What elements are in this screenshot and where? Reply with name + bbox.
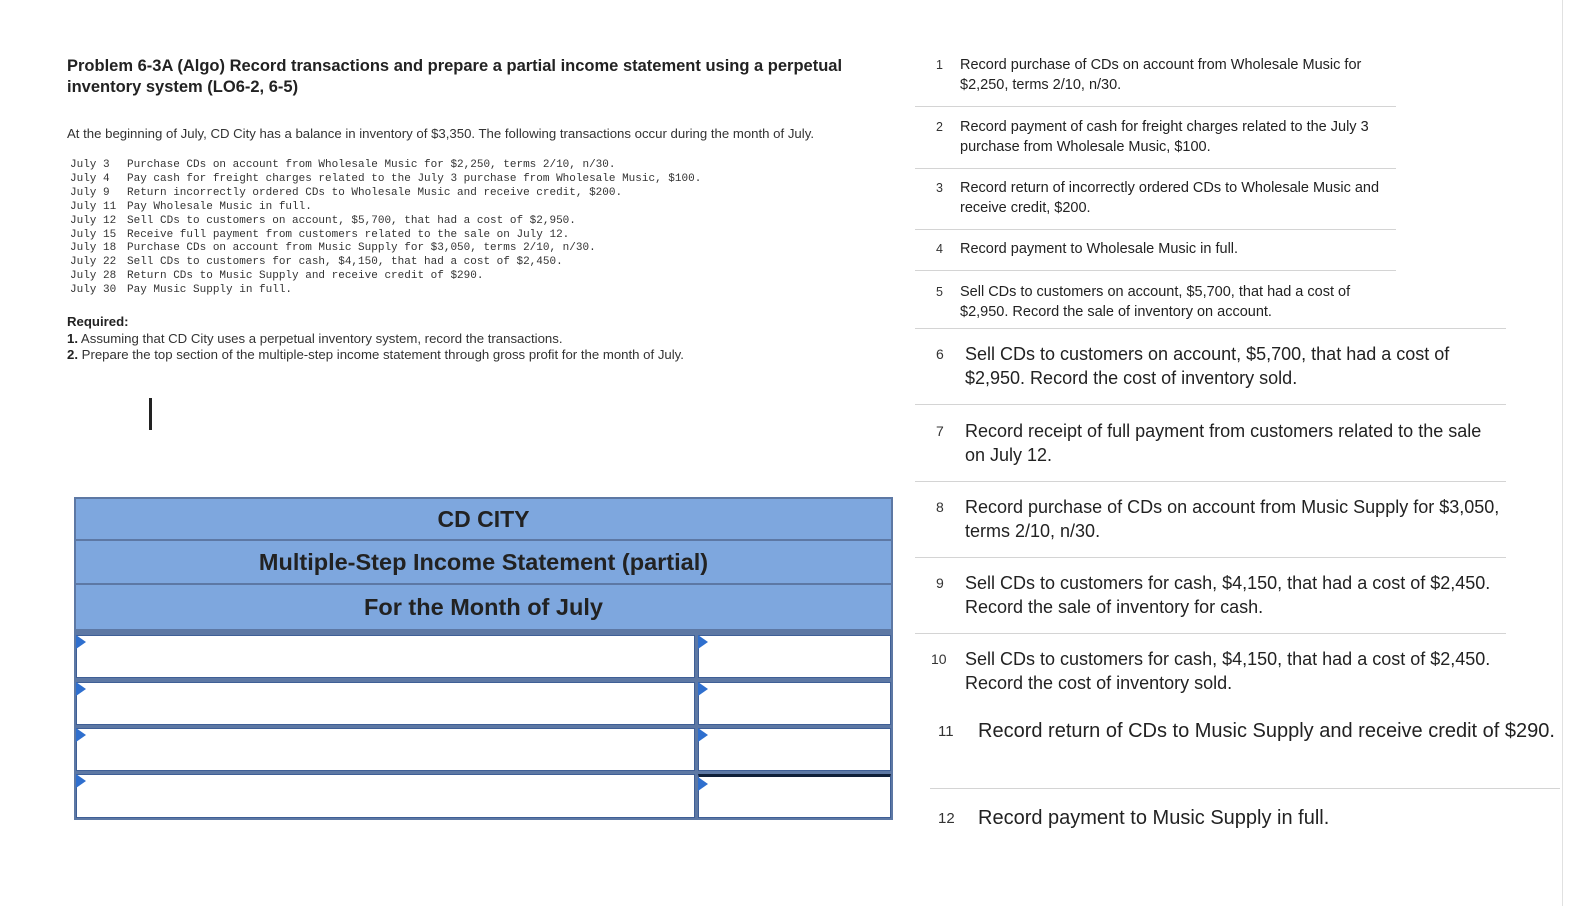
- transaction-date: July 22: [70, 256, 117, 269]
- transaction-date: July 9: [70, 186, 110, 199]
- statement-row-amount-input[interactable]: [698, 682, 891, 725]
- transaction-text: Sell CDs to customers for cash, $4,150, that had a cost of $2,450.: [127, 256, 563, 269]
- transaction-row: [70, 284, 910, 298]
- task-text: Record receipt of full payment from customers related to the sale on July 12.: [965, 421, 1482, 465]
- requirement-number: 2.: [67, 347, 78, 362]
- task-text: Record return of CDs to Music Supply and receive credit of $290.: [978, 720, 1555, 742]
- transaction-text: Pay Wholesale Music in full.: [127, 200, 312, 213]
- task-text: Sell CDs to customers for cash, $4,150, that had a cost of $2,450. Record the sale of inventory for cash.: [965, 573, 1491, 617]
- problem-title: Problem 6-3A (Algo) Record transactions and prepare a partial income statement using a perpetual inventory system (LO6-2, 6-5): [67, 57, 843, 96]
- transaction-text: Receive full payment from customers related to the sale on July 12.: [127, 228, 570, 241]
- panel-edge-divider: [1562, 0, 1563, 906]
- statement-row-label-input[interactable]: [76, 635, 695, 678]
- transaction-date: July 28: [70, 270, 117, 283]
- dropdown-arrow-icon: [76, 635, 86, 649]
- task-divider: [915, 404, 1506, 405]
- dropdown-arrow-icon: [698, 635, 708, 649]
- transaction-date: July 3: [70, 159, 110, 171]
- transaction-list: [70, 159, 910, 298]
- requirement-item: [67, 347, 917, 364]
- transaction-text: Purchase CDs on account from Wholesale Music for $2,250, terms 2/10, n/30.: [127, 159, 616, 171]
- task-number: 9: [936, 575, 944, 591]
- task-number: 12: [938, 810, 955, 827]
- text-cursor: [149, 398, 152, 430]
- problem-intro: At the beginning of July, CD City has a balance in inventory of $3,350. The following transactions occur during the month of July.: [67, 126, 814, 141]
- statement-title: Multiple-Step Income Statement (partial): [76, 541, 891, 583]
- dropdown-arrow-icon: [698, 682, 708, 696]
- statement-row-amount-input[interactable]: [698, 728, 891, 771]
- task-text: Record return of incorrectly ordered CDs to Wholesale Music and receive credit, $200.: [960, 180, 1380, 216]
- statement-row-label-input[interactable]: [76, 774, 695, 818]
- transaction-date: July 18: [70, 242, 117, 255]
- task-number: 1: [936, 58, 943, 72]
- required-label: Required:: [67, 314, 129, 329]
- task-divider: [930, 788, 1560, 789]
- task-number: 3: [936, 181, 943, 195]
- requirement-text: Prepare the top section of the multiple-step income statement through gross profit for the month of July.: [78, 347, 684, 362]
- transaction-date: July 15: [70, 228, 117, 241]
- task-number: 4: [936, 242, 943, 256]
- requirement-text: Assuming that CD City uses a perpetual inventory system, record the transactions.: [78, 330, 563, 346]
- statement-row-amount-input[interactable]: [698, 774, 891, 818]
- task-number: 5: [936, 285, 943, 299]
- task-text: Sell CDs to customers for cash, $4,150, that had a cost of $2,450. Record the cost of inventory sold.: [965, 649, 1491, 693]
- transaction-text: Pay cash for freight charges related to the July 3 purchase from Wholesale Music, $100.: [127, 172, 702, 185]
- task-divider: [915, 229, 1396, 230]
- task-text: Record payment to Wholesale Music in full.: [960, 241, 1239, 257]
- requirement-item: [67, 331, 917, 348]
- transaction-row: [70, 201, 910, 215]
- dropdown-arrow-icon: [698, 728, 708, 742]
- transaction-date: July 4: [70, 172, 110, 185]
- task-text: Record purchase of CDs on account from Wholesale Music for $2,250, terms 2/10, n/30.: [960, 57, 1362, 93]
- task-divider: [915, 481, 1506, 482]
- income-statement-table: [74, 497, 893, 820]
- task-number: 7: [936, 423, 944, 439]
- transaction-text: Purchase CDs on account from Music Supply for $3,050, terms 2/10, n/30.: [127, 242, 596, 255]
- transaction-row: [70, 270, 910, 284]
- task-divider: [915, 106, 1396, 107]
- statement-period: For the Month of July: [76, 585, 891, 629]
- task-divider: [915, 633, 1506, 634]
- task-number: 6: [936, 346, 944, 362]
- task-text: Record purchase of CDs on account from Music Supply for $3,050, terms 2/10, n/30.: [965, 497, 1500, 541]
- transaction-date: July 12: [70, 214, 117, 227]
- transaction-row: [70, 159, 910, 173]
- transaction-row: [70, 229, 910, 243]
- task-divider: [915, 270, 1396, 271]
- requirement-number: 1.: [67, 330, 78, 346]
- task-text: Record payment to Music Supply in full.: [978, 807, 1330, 829]
- task-divider: [915, 168, 1396, 169]
- transaction-row: [70, 187, 910, 201]
- task-number: 2: [936, 120, 943, 134]
- transaction-task-list: [915, 0, 1575, 906]
- task-text: Sell CDs to customers on account, $5,700, that had a cost of $2,950. Record the cost of inventory sold.: [965, 344, 1450, 388]
- transaction-date: July 30: [70, 284, 117, 297]
- statement-company: CD CITY: [76, 499, 891, 539]
- transaction-row: [70, 173, 910, 187]
- statement-row-label-input[interactable]: [76, 728, 695, 771]
- transaction-date: July 11: [70, 200, 117, 213]
- task-text: Sell CDs to customers on account, $5,700, that had a cost of $2,950. Record the sale of inventory on account.: [960, 284, 1351, 320]
- dropdown-arrow-icon: [76, 728, 86, 742]
- transaction-row: [70, 242, 910, 256]
- dropdown-arrow-icon: [76, 774, 86, 788]
- statement-row-amount-input[interactable]: [698, 635, 891, 678]
- transaction-row: [70, 256, 910, 270]
- task-text: Record payment of cash for freight charges related to the July 3 purchase from Wholesale Music, $100.: [960, 119, 1369, 155]
- task-number: 10: [931, 651, 947, 667]
- statement-row-label-input[interactable]: [76, 682, 695, 725]
- task-divider: [915, 328, 1506, 329]
- transaction-text: Sell CDs to customers on account, $5,700, that had a cost of $2,950.: [127, 214, 576, 227]
- dropdown-arrow-icon: [698, 777, 708, 791]
- transaction-row: [70, 215, 910, 229]
- transaction-text: Return CDs to Music Supply and receive credit of $290.: [127, 270, 484, 283]
- task-number: 8: [936, 499, 944, 515]
- task-divider: [915, 557, 1506, 558]
- requirements: [67, 314, 917, 364]
- task-number: 11: [938, 723, 954, 740]
- dropdown-arrow-icon: [76, 682, 86, 696]
- transaction-text: Return incorrectly ordered CDs to Wholesale Music and receive credit, $200.: [127, 186, 623, 199]
- transaction-text: Pay Music Supply in full.: [127, 284, 293, 297]
